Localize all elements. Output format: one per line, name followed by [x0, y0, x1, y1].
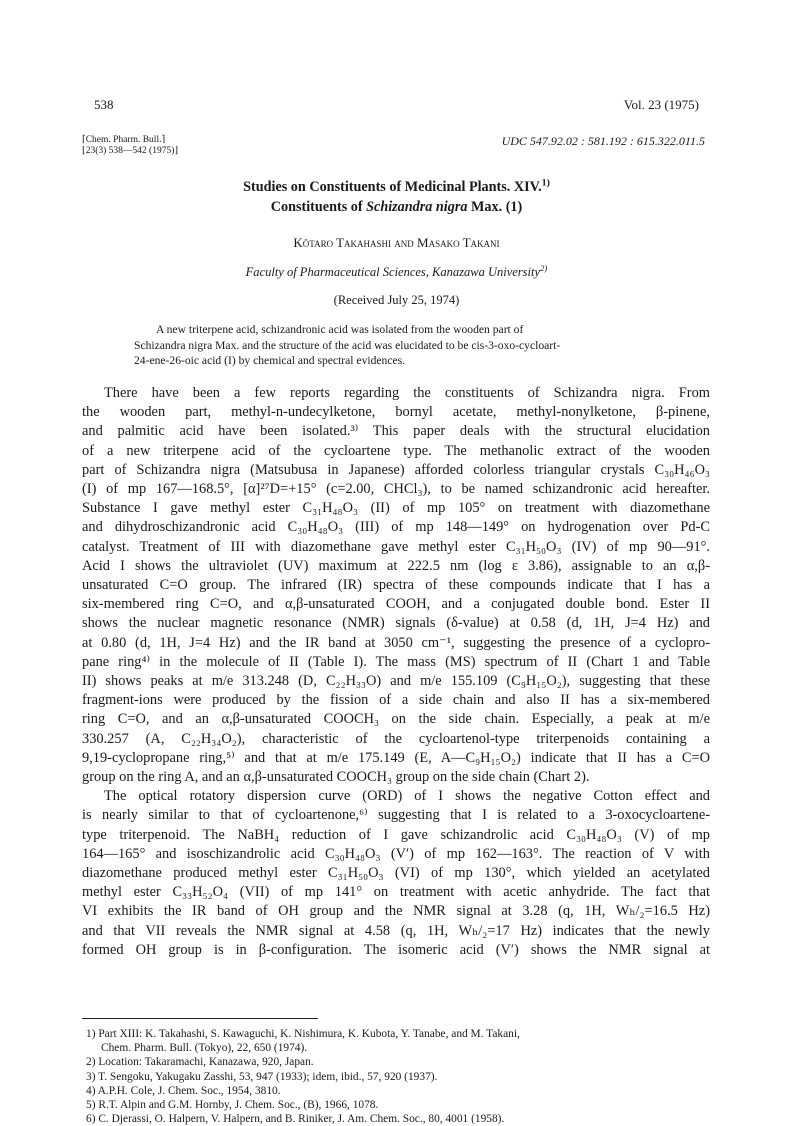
- title-text-1: Studies on Constituents of Medicinal Plants. XIV.: [243, 179, 542, 195]
- article-title-line-2: [0, 199, 793, 216]
- journal-ref-line-1: Chem. Pharm. Bull.: [85, 135, 162, 145]
- body-line: 9,19-cyclopropane ring,⁵⁾ and that at m/e 175.149 (E, A—C₉H₁₅O₂) indicate that II has a C=O: [82, 749, 710, 766]
- body-line: the wooden part, methyl-n-undecylketone, bornyl acetate, methyl-nonylketone, β-pinene,: [82, 404, 710, 421]
- body-line: of a new triterpene acid of the cycloartene type. The methanolic extract of the wooden: [82, 442, 710, 459]
- title-text-2b: Max. (1): [467, 199, 523, 215]
- footnote: 4) A.P.H. Cole, J. Chem. Soc., 1954, 3810.: [86, 1084, 281, 1097]
- footnote-continuation: Chem. Pharm. Bull. (Tokyo), 22, 650 (1974).: [101, 1042, 308, 1055]
- title-text-2a: Constituents of: [270, 199, 367, 215]
- abstract-line: Schizandra nigra Max. and the structure of the acid was elucidated to be cis-3-oxo-cycloart-: [134, 338, 561, 352]
- body-line: catalyst. Treatment of III with diazomethane gave methyl ester C₃₁H₅₀O₃ (IV) of mp 90—91°.: [82, 538, 710, 555]
- page-number: 538: [94, 97, 114, 112]
- body-line: The optical rotatory dispersion curve (ORD) of I shows the negative Cotton effect and: [104, 788, 710, 805]
- main-text: [82, 384, 710, 960]
- footnote: 3) T. Sengoku, Yakugaku Zasshi, 53, 947 (1933); idem, ibid., 57, 920 (1937).: [86, 1070, 438, 1083]
- abstract: [134, 322, 664, 369]
- footnote: 1) Part XIII: K. Takahashi, S. Kawaguchi, K. Nishimura, K. Kubota, Y. Tanabe, and M. Takani,: [86, 1028, 520, 1040]
- body-line: pane ring⁴⁾ in the molecule of II (Table I). The mass (MS) spectrum of II (Chart 1 and Table: [82, 653, 710, 670]
- body-line: at 0.80 (d, 1H, J=4 Hz) and the IR band at 3050 cm⁻¹, suggesting the presence of a cyclopro-: [82, 634, 710, 651]
- footnote: 2) Location: Takaramachi, Kanazawa, 920, Japan.: [86, 1056, 314, 1069]
- body-line: part of Schizandra nigra (Matsubusa in Japanese) afforded colorless triangular crystals C₃₀H₄₆O₃: [82, 461, 710, 478]
- body-line: (I) of mp 167—168.5°, [α]²⁷D=+15° (c=2.00, CHCl₃), to be named schizandronic acid hereafter.: [82, 481, 710, 498]
- volume-label: Vol. 23 (1975): [623, 97, 699, 112]
- body-line: There have been a few reports regarding the constituents of Schizandra nigra. From: [104, 385, 710, 401]
- journal-reference: ⌈Chem. Pharm. Bull.⌉ ⌊23(3) 538—542 (1975)⌋: [82, 135, 179, 156]
- body-line: and palmitic acid have been isolated.³⁾ This paper deals with the structural elucidation: [82, 423, 710, 440]
- body-line: six-membered ring C=O, and α,β-unsaturated COOH, and a conjugated double bond. Ester II: [82, 596, 710, 613]
- body-line: fragment-ions were produced by the fission of a side chain and also II has a six-membered: [82, 692, 710, 709]
- body-line: 330.257 (A, C₂₂H₃₄O₂), characteristic of the cycloartenol-type triterpenoids containing a: [82, 730, 710, 747]
- footnote: 5) R.T. Alpin and G.M. Hornby, J. Chem. Soc., (B), 1966, 1078.: [86, 1099, 379, 1112]
- body-line: and that VII reveals the NMR signal at 4.58 (q, 1H, Wₕ/₂=17 Hz) indicates that the newly: [82, 922, 710, 939]
- body-line: formed OH group is in β-configuration. The isomeric acid (V′) shows the NMR signal at: [82, 941, 710, 958]
- body-line: Substance I gave methyl ester C₃₁H₄₈O₃ (II) of mp 105° on treatment with diazomethane: [82, 500, 710, 517]
- body-line: is nearly similar to that of cycloartenone,⁶⁾ suggesting that I is related to a 3-oxocycloartene-: [82, 807, 710, 824]
- footnote: 6) C. Djerassi, O. Halpern, V. Halpern, and B. Riniker, J. Am. Chem. Soc., 80, 4001 (1958).: [86, 1113, 505, 1126]
- author-list: Kōtaro Takahashi and Masako Takani: [293, 235, 500, 250]
- body-line: and dihydroschizandronic acid C₃₀H₄₈O₃ (III) of mp 148—149° on hydrogenation over Pd-C: [82, 519, 710, 536]
- affiliation-ref: 2): [540, 262, 548, 273]
- affiliation-text: Faculty of Pharmaceutical Sciences, Kanazawa University: [245, 265, 541, 279]
- abstract-line: A new triterpene acid, schizandronic acid was isolated from the wooden part of: [156, 323, 524, 336]
- footnote-divider: [82, 1018, 318, 1019]
- body-line: type triterpenoid. The NaBH₄ reduction of I gave schizandrolic acid C₃₀H₄₈O₃ (V) of mp: [82, 826, 710, 843]
- udc-code: UDC 547.92.02 : 581.192 : 615.322.011.5: [501, 134, 705, 148]
- title-ref-1: 1): [541, 177, 550, 189]
- body-line: 164—165° and isoschizandrolic acid C₃₀H₄₈O₃ (V′) of mp 162—163°. The reaction of V with: [82, 845, 710, 862]
- body-line: Acid I shows the ultraviolet (UV) maximum at 222.5 nm (log ε 3.86), assignable to an α,β-: [82, 557, 710, 574]
- body-line: unsaturated C=O group. The infrared (IR) spectra of these compounds indicate that I has a: [82, 577, 710, 594]
- journal-ref-line-2: 23(3) 538—542 (1975): [85, 146, 175, 156]
- body-line: VI exhibits the IR band of OH group and the NMR signal at 3.28 (q, 1H, Wₕ/₂=16.5 Hz): [82, 903, 710, 920]
- article-title-line-1: [0, 179, 793, 196]
- body-line: diazomethane produced methyl ester C₃₁H₅₀O₃ (VI) of mp 130°, which yielded an acetylated: [82, 865, 710, 882]
- body-line: methyl ester C₃₃H₅₂O₄ (VII) of mp 141° on treatment with acetic anhydride. The fact that: [82, 884, 710, 901]
- received-date: (Received July 25, 1974): [333, 293, 460, 307]
- affiliation: [0, 262, 793, 280]
- body-line: ring C=O, and an α,β-unsaturated COOCH₃ on the side chain. Especially, a peak at m/e: [82, 711, 710, 728]
- body-line: shows the nuclear magnetic resonance (NMR) signals (δ-value) at 0.58 (d, 1H, J=4 Hz) and: [82, 615, 710, 632]
- title-species: Schizandra nigra: [366, 199, 468, 215]
- body-line: II) shows peaks at m/e 313.248 (D, C₂₂H₃₃O) and m/e 155.109 (C₉H₁₅O₂), suggesting that these: [82, 673, 710, 690]
- footnotes: [86, 1027, 710, 1126]
- body-line: group on the ring A, and an α,β-unsaturated COOCH₃ group on the side chain (Chart 2).: [82, 769, 590, 786]
- abstract-line: 24-ene-26-oic acid (I) by chemical and spectral evidences.: [134, 354, 406, 367]
